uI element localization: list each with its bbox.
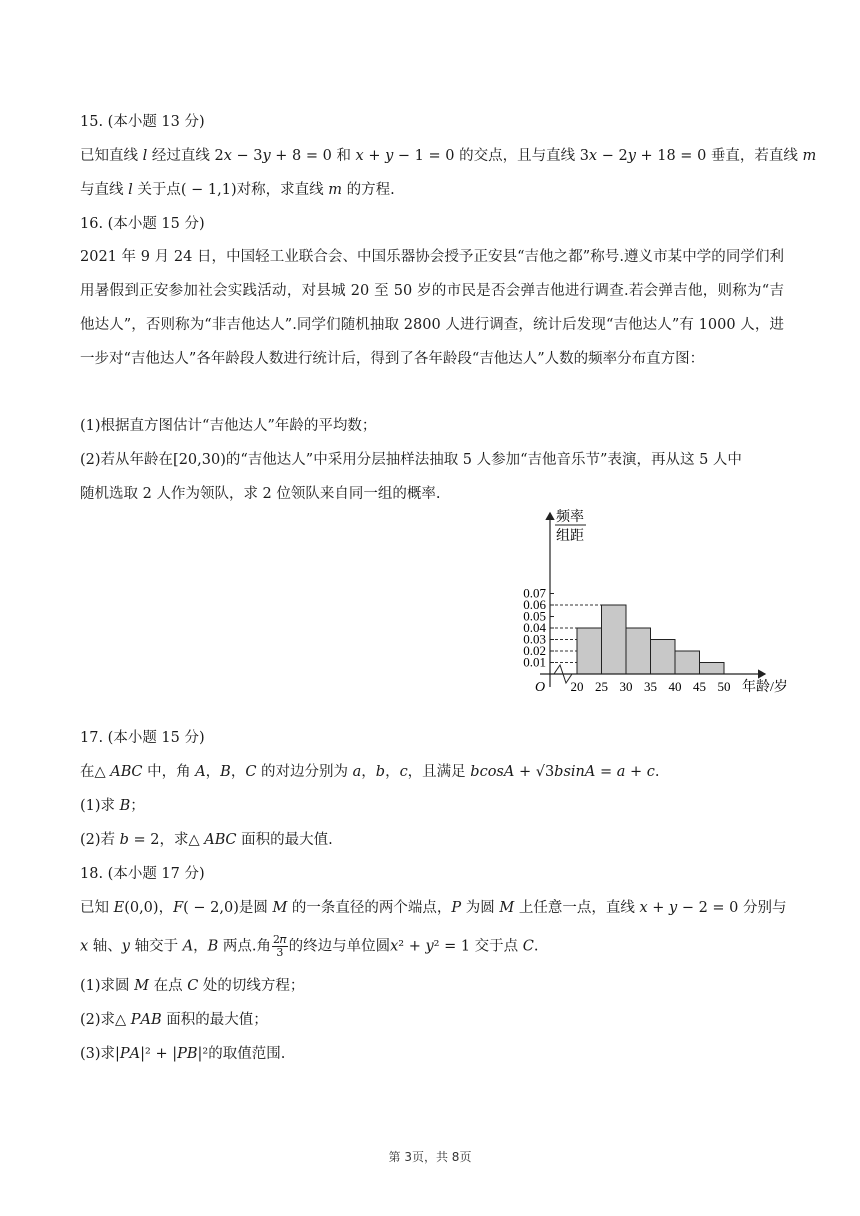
y-tick-label: 0.05 (523, 608, 546, 624)
q16-part-2-line-2: 随机选取 2 人作为领队，求 2 位领队来自同一组的概率. (80, 486, 441, 502)
ylabel-numerator: 频率 (556, 510, 584, 525)
q18-header: 18. (本小题 17 分) (80, 866, 205, 882)
q18-line-2-start: 𝑥 轴、𝑦 轴交于 𝐴，𝐵 两点.角 (80, 938, 272, 955)
q18-part-2: (2)求△ 𝑃𝐴𝐵 面积的最大值； (80, 1012, 268, 1028)
q16-body: 2021 年 9 月 24 日，中国轻工业联合会、中国乐器协会授予正安县“吉他之都”称号.遵义市某中学的同学们利用暑假到正安参加社会实践活动，对县城 20 至 50 岁的市民是否会弹吉他进行调查.若会弹吉他，则称为“吉他达人”，否则称为“非吉他达人”.同学们随机抽取 2800 人进行调查，统计后发现“吉他达人”有 1000 人，进一步对“吉他达人”各年龄段人数进行统计后，得到了各年龄段“吉他达人”人数的频率分布直方图： (80, 249, 784, 367)
q15-line-1: 已知直线 𝑙 经过直线 2𝑥 − 3𝑦 + 8 = 0 和 𝑥 + 𝑦 − 1 = 0 的交点，且与直线 3𝑥 − 2𝑦 + 18 = 0 垂直，若直线 𝑚 (80, 148, 817, 164)
y-tick-label: 0.04 (523, 620, 546, 635)
q15-header: 15. (本小题 13 分) (80, 114, 205, 130)
x-tick-label: 20 (570, 679, 584, 694)
q18-line-2 (80, 934, 538, 959)
histogram-bar (675, 651, 700, 674)
q17-part-2: (2)若 𝑏 = 2，求△ 𝐴𝐵𝐶 面积的最大值. (80, 832, 333, 848)
x-tick-label: 35 (644, 679, 657, 694)
origin-label: O (535, 680, 546, 695)
page-footer: 第 3页，共 8页 (388, 1150, 472, 1164)
histogram-bar (700, 663, 725, 675)
histogram-bar (602, 605, 627, 674)
histogram-bar (626, 628, 651, 674)
x-tick-label: 40 (668, 679, 682, 694)
y-tick-label: 0.07 (523, 585, 546, 601)
q15-line-2: 与直线 𝑙 关于点( − 1,1)对称，求直线 𝑚 的方程. (80, 182, 395, 198)
q16-part-1: (1)根据直方图估计“吉他达人”年龄的平均数； (80, 418, 377, 434)
x-tick-label: 30 (619, 679, 633, 694)
q18-part-1: (1)求圆 𝑀 在点 𝐶 处的切线方程； (80, 978, 305, 994)
ylabel-denominator: 组距 (556, 529, 584, 544)
q16-header: 16. (本小题 15 分) (80, 216, 205, 232)
y-tick-label: 0.01 (523, 654, 546, 670)
q18-part-3: (3)求|𝑃𝐴|² + |𝑃𝐵|²的取值范围. (80, 1046, 286, 1062)
x-tick-label: 50 (717, 679, 731, 694)
histogram-bar (651, 640, 676, 675)
q17-part-1: (1)求 𝐵； (80, 798, 145, 814)
q17-line-1: 在△ 𝐴𝐵𝐶 中，角 𝐴，𝐵，𝐶 的对边分别为 𝑎，𝑏，𝑐，且满足 𝑏𝑐𝑜𝑠𝐴 + √3𝑏𝑠𝑖𝑛𝐴 = 𝑎 + 𝑐. (80, 764, 660, 780)
fraction-denominator: 3 (276, 946, 284, 959)
q18-line-1: 已知 𝐸(0,0)，𝐹( − 2,0)是圆 𝑀 的一条直径的两个端点，𝑃 为圆 𝑀 上任意一点，直线 𝑥 + 𝑦 − 2 = 0 分别与 (80, 900, 787, 916)
histogram-bar (577, 628, 602, 674)
fraction-numerator: 2𝜋 (273, 933, 287, 946)
y-tick-label: 0.03 (523, 631, 546, 647)
q18-line-2-end: 的终边与单位圆𝑥² + 𝑦² = 1 交于点 𝐶. (288, 938, 539, 955)
q17-header: 17. (本小题 15 分) (80, 730, 205, 746)
y-tick-label: 0.02 (523, 643, 546, 658)
x-tick-label: 45 (693, 679, 706, 694)
frequency-histogram (510, 505, 800, 705)
y-tick-label: 0.06 (523, 597, 546, 612)
two-pi-over-three-fraction (272, 934, 288, 959)
x-tick-label: 25 (595, 679, 608, 694)
xlabel: 年龄/岁 (742, 680, 788, 695)
q16-part-2-line-1: (2)若从年龄在[20,30)的“吉他达人”中采用分层抽样法抽取 5 人参加“吉他音乐节”表演，再从这 5 人中 (80, 452, 742, 468)
